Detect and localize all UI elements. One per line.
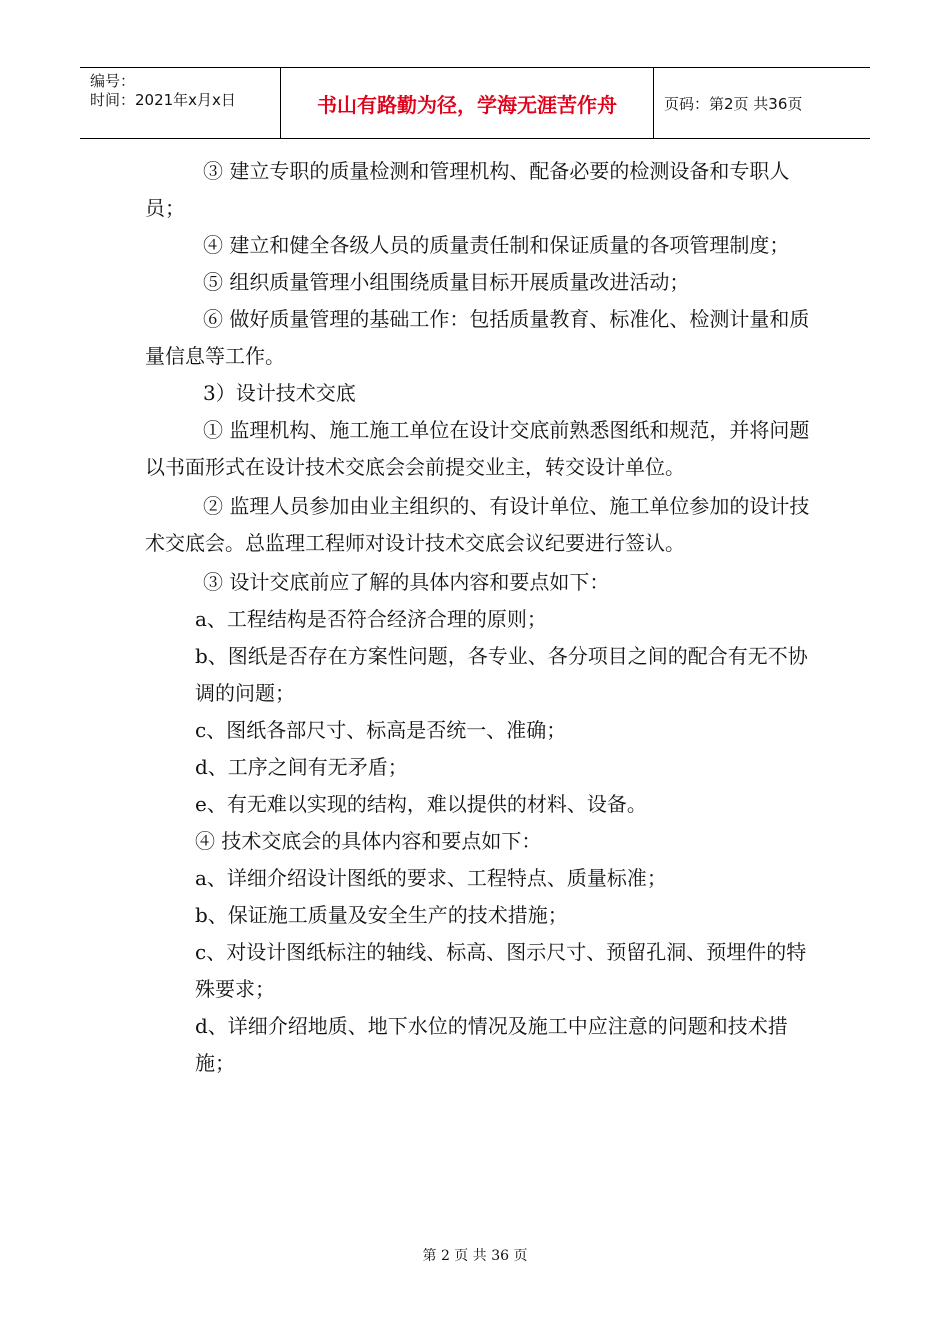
paragraph: ⑤ 组织质量管理小组围绕质量目标开展质量改进活动； <box>203 270 690 294</box>
list-item: a、工程结构是否符合经济合理的原则； <box>195 607 547 631</box>
list-item: d、工序之间有无矛盾； <box>195 755 408 779</box>
header-motto: 书山有路勤为径，学海无涯苦作舟 <box>281 68 654 138</box>
list-item: e、有无难以实现的结构，难以提供的材料、设备。 <box>195 792 647 816</box>
list-item: b、图纸是否存在方案性问题，各专业、各分项目之间的配合有无不协调的问题； <box>195 644 808 705</box>
header-meta <box>80 68 281 138</box>
paragraph: ③ 建立专职的质量检测和管理机构、配备必要的检测设备和专职人员； <box>145 159 790 220</box>
list-item: c、图纸各部尺寸、标高是否统一、准确； <box>195 718 567 742</box>
code-label: 编号： <box>90 72 136 90</box>
date-line: 时间：2021年x月x日 <box>90 91 236 109</box>
sub-list <box>145 601 810 1082</box>
paragraph: ① 监理机构、施工施工单位在设计交底前熟悉图纸和规范，并将问题以书面形式在设计技术交底会会前提交业主，转交设计单位。 <box>145 418 810 479</box>
section-heading: 3）设计技术交底 <box>203 381 356 405</box>
list-item: ④ 技术交底会的具体内容和要点如下： <box>195 829 542 853</box>
list-item: d、详细介绍地质、地下水位的情况及施工中应注意的问题和技术措施； <box>195 1014 788 1075</box>
page-footer: 第 2 页 共 36 页 <box>422 1248 528 1264</box>
list-item: c、对设计图纸标注的轴线、标高、图示尺寸、预留孔洞、预埋件的特殊要求； <box>195 940 807 1001</box>
page-header <box>80 67 870 139</box>
document-body <box>145 153 810 1082</box>
paragraph: ⑥ 做好质量管理的基础工作：包括质量教育、标准化、检测计量和质量信息等工作。 <box>145 307 810 368</box>
header-page-info: 页码：第2页 共36页 <box>664 94 803 113</box>
paragraph: ③ 设计交底前应了解的具体内容和要点如下： <box>203 570 610 594</box>
list-item: a、详细介绍设计图纸的要求、工程特点、质量标准； <box>195 866 667 890</box>
paragraph: ② 监理人员参加由业主组织的、有设计单位、施工单位参加的设计技术交底会。总监理工程师对设计技术交底会议纪要进行签认。 <box>145 494 810 555</box>
paragraph: ④ 建立和健全各级人员的质量责任制和保证质量的各项管理制度； <box>203 233 790 257</box>
list-item: b、保证施工质量及安全生产的技术措施； <box>195 903 568 927</box>
